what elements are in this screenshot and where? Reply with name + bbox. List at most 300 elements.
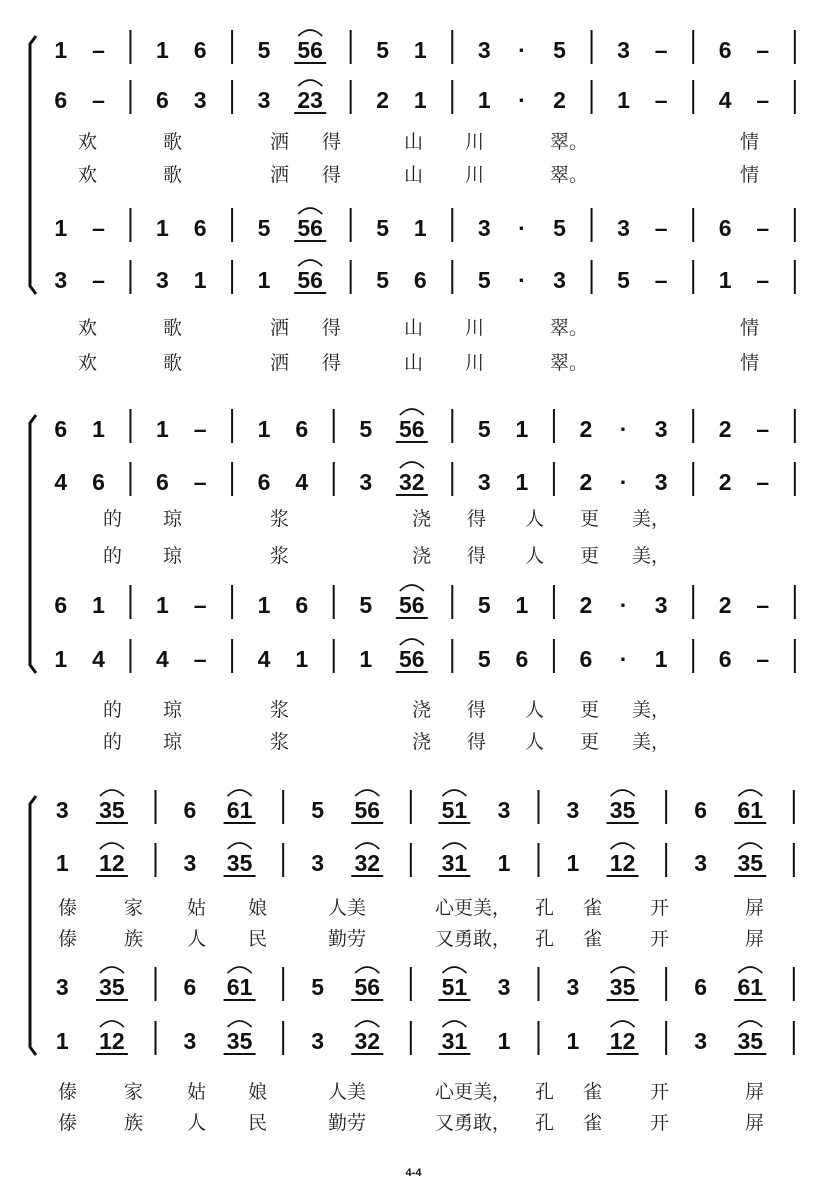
- slur: [442, 1021, 466, 1027]
- note: –: [92, 37, 105, 63]
- note: 4: [295, 469, 309, 495]
- note: 5: [311, 974, 324, 1000]
- slur: [100, 790, 124, 796]
- note: 32: [354, 850, 381, 876]
- lyric-syllable: 人: [525, 699, 545, 721]
- note: 61: [226, 974, 253, 1000]
- note: 3: [617, 215, 630, 241]
- note: 56: [297, 267, 323, 293]
- note: 3: [477, 37, 491, 63]
- lyric-syllable: 欢: [78, 164, 98, 186]
- note: 6: [718, 215, 732, 241]
- note: 2: [579, 416, 593, 442]
- note: 35: [99, 974, 125, 1000]
- note: 2: [376, 87, 390, 113]
- note: 5: [553, 215, 566, 241]
- note: 6: [156, 469, 169, 495]
- note: 32: [354, 1028, 381, 1054]
- lyric-syllable: 美，: [632, 731, 671, 753]
- note: 3: [477, 469, 491, 495]
- note: 1: [515, 469, 529, 495]
- note: 2: [718, 592, 732, 618]
- system-brace: [30, 36, 36, 294]
- note: 2: [579, 469, 593, 495]
- lyric-syllable: 雀: [583, 897, 603, 919]
- lyric-syllable: 家: [124, 1081, 144, 1103]
- lyric-syllable: 得: [322, 164, 342, 186]
- note: 6: [718, 37, 732, 63]
- lyric-syllable: 娘: [248, 1081, 268, 1103]
- lyric-syllable: 浆: [270, 699, 290, 721]
- slur: [738, 1021, 762, 1027]
- note: 6: [183, 797, 197, 823]
- lyric-syllable: 浇: [412, 699, 432, 721]
- note: –: [756, 646, 770, 672]
- note: 3: [54, 267, 68, 293]
- lyric-syllable: 洒: [270, 352, 290, 374]
- note: 31: [441, 850, 468, 876]
- slur: [738, 843, 762, 849]
- lyric-syllable: 屏: [745, 1081, 765, 1103]
- lyric-syllable: 家: [124, 897, 144, 919]
- slur: [738, 967, 762, 973]
- slur: [228, 1021, 252, 1027]
- note: ·: [619, 469, 628, 495]
- note: 31: [441, 1028, 468, 1054]
- lyric-syllable: 山: [404, 164, 424, 186]
- lyric-syllable: 又勇敢，: [435, 928, 512, 950]
- lyric-syllable: 欢: [78, 131, 98, 153]
- note: 5: [359, 592, 373, 618]
- note: 6: [295, 416, 309, 442]
- note: 3: [183, 1028, 197, 1054]
- slur: [298, 30, 322, 36]
- lyric-syllable: 翠。: [550, 131, 589, 153]
- lyric-syllable: 琼: [163, 731, 183, 753]
- lyric-syllable: 开: [650, 897, 670, 919]
- note: 56: [297, 215, 323, 241]
- note: 61: [226, 797, 253, 823]
- slur: [228, 843, 252, 849]
- note: –: [654, 215, 668, 241]
- lyric-syllable: 川: [465, 164, 485, 186]
- note: –: [654, 87, 668, 113]
- note: –: [756, 37, 770, 63]
- slur: [442, 843, 466, 849]
- note: –: [92, 267, 105, 293]
- note: –: [92, 87, 105, 113]
- note: 6: [694, 974, 707, 1000]
- note: –: [193, 592, 207, 618]
- note: 1: [92, 416, 105, 442]
- note: 35: [737, 1028, 764, 1054]
- lyric-syllable: 勤劳: [328, 1112, 367, 1134]
- note: 5: [311, 797, 324, 823]
- lyric-syllable: 得: [467, 699, 487, 721]
- note: 6: [579, 646, 593, 672]
- lyric-syllable: 孔: [535, 1112, 555, 1134]
- slur: [442, 790, 466, 796]
- note: 2: [579, 592, 593, 618]
- note: 4: [92, 646, 105, 672]
- lyric-syllable: 又勇敢，: [435, 1112, 512, 1134]
- note: 1: [54, 215, 68, 241]
- lyric-syllable: 翠。: [550, 352, 589, 374]
- lyric-syllable: 山: [404, 317, 424, 339]
- note: 1: [566, 1028, 580, 1054]
- note: 1: [257, 267, 271, 293]
- note: 5: [477, 267, 491, 293]
- note: 3: [359, 469, 373, 495]
- note: 3: [553, 267, 566, 293]
- note: 12: [609, 1028, 636, 1054]
- lyric-syllable: 雀: [583, 1081, 603, 1103]
- lyric-syllable: 人: [525, 545, 545, 567]
- note: 3: [654, 416, 668, 442]
- note: ·: [518, 87, 526, 113]
- note: 2: [718, 469, 732, 495]
- note: 1: [566, 850, 580, 876]
- lyric-syllable: 欢: [78, 317, 98, 339]
- lyric-syllable: 傣: [58, 1081, 78, 1103]
- note: 1: [257, 592, 271, 618]
- lyric-syllable: 得: [322, 352, 342, 374]
- note: 3: [617, 37, 630, 63]
- note: 1: [156, 592, 169, 618]
- note: 1: [497, 850, 511, 876]
- note: 6: [295, 592, 309, 618]
- lyric-syllable: 川: [465, 317, 485, 339]
- note: 23: [297, 87, 323, 113]
- note: 5: [477, 646, 491, 672]
- lyric-syllable: 心更美，: [435, 1081, 512, 1103]
- lyric-syllable: 孔: [535, 897, 555, 919]
- lyric-syllable: 翠。: [550, 164, 589, 186]
- note: –: [193, 469, 207, 495]
- note: 1: [413, 37, 427, 63]
- lyric-syllable: 情: [740, 352, 760, 374]
- note: 3: [694, 850, 707, 876]
- slur: [100, 1021, 124, 1027]
- lyric-syllable: 傣: [58, 928, 78, 950]
- note: 3: [654, 469, 668, 495]
- slur: [611, 790, 635, 796]
- note: 56: [399, 592, 425, 618]
- lyric-syllable: 得: [322, 317, 342, 339]
- lyric-syllable: 欢: [78, 352, 98, 374]
- lyric-syllable: 情: [740, 131, 760, 153]
- lyric-syllable: 人: [525, 508, 545, 530]
- note: 56: [354, 797, 381, 823]
- lyric-syllable: 琼: [163, 699, 183, 721]
- lyric-syllable: 人: [525, 731, 545, 753]
- note: 5: [477, 416, 491, 442]
- note: 6: [193, 37, 207, 63]
- lyric-syllable: 姑: [187, 1081, 207, 1103]
- note: 6: [92, 469, 105, 495]
- note: 35: [226, 1028, 253, 1054]
- note: 56: [297, 37, 323, 63]
- lyric-syllable: 美，: [632, 545, 671, 567]
- lyric-syllable: 翠。: [550, 317, 589, 339]
- lyric-syllable: 歌: [163, 131, 183, 153]
- note: 3: [311, 850, 324, 876]
- note: –: [756, 592, 770, 618]
- lyric-syllable: 浇: [412, 545, 432, 567]
- slur: [100, 843, 124, 849]
- note: 5: [553, 37, 566, 63]
- lyric-syllable: 姑: [187, 897, 207, 919]
- note: 5: [617, 267, 630, 293]
- note: 35: [226, 850, 253, 876]
- note: 6: [156, 87, 169, 113]
- lyric-syllable: 浆: [270, 731, 290, 753]
- slur: [355, 967, 379, 973]
- system-brace: [30, 796, 36, 1055]
- slur: [611, 843, 635, 849]
- note: 12: [609, 850, 636, 876]
- system-braces: [30, 36, 36, 1055]
- lyric-syllable: 人美: [328, 897, 367, 919]
- note: 6: [183, 974, 197, 1000]
- note: 1: [193, 267, 207, 293]
- note: 1: [477, 87, 491, 113]
- note: 35: [609, 974, 636, 1000]
- lyric-syllable: 民: [248, 1112, 268, 1134]
- lyric-syllable: 歌: [163, 352, 183, 374]
- note: 3: [497, 974, 511, 1000]
- note: 6: [694, 797, 707, 823]
- lyric-syllable: 人: [187, 928, 207, 950]
- lyric-syllable: 傣: [58, 1112, 78, 1134]
- note: 5: [477, 592, 491, 618]
- lyric-syllable: 洒: [270, 131, 290, 153]
- lyric-syllable: 得: [467, 508, 487, 530]
- slur: [100, 967, 124, 973]
- note: 6: [257, 469, 271, 495]
- lyric-syllable: 歌: [163, 164, 183, 186]
- slur: [442, 967, 466, 973]
- system-brace: [30, 415, 36, 673]
- lyric-syllable: 更: [580, 545, 600, 567]
- note: 1: [413, 215, 427, 241]
- note: 2: [718, 416, 732, 442]
- note: 1: [55, 850, 69, 876]
- note: 5: [257, 215, 271, 241]
- note: 6: [193, 215, 207, 241]
- note: 4: [54, 469, 68, 495]
- note: –: [92, 215, 105, 241]
- note: –: [654, 267, 668, 293]
- note: 3: [156, 267, 169, 293]
- note: 35: [737, 850, 764, 876]
- lyric-syllable: 浇: [412, 508, 432, 530]
- slur: [611, 967, 635, 973]
- note: 5: [376, 267, 390, 293]
- lyric-syllable: 屏: [745, 1112, 765, 1134]
- lyric-syllable: 更: [580, 508, 600, 530]
- note: 1: [515, 592, 529, 618]
- note: 3: [566, 974, 580, 1000]
- lyric-syllable: 娘: [248, 897, 268, 919]
- note: 1: [156, 416, 169, 442]
- note: 2: [553, 87, 566, 113]
- lyric-syllable: 开: [650, 928, 670, 950]
- lyric-syllable: 心更美，: [435, 897, 512, 919]
- lyric-syllable: 歌: [163, 317, 183, 339]
- lyric-syllable: 洒: [270, 164, 290, 186]
- lyric-syllable: 屏: [745, 928, 765, 950]
- slur: [400, 462, 424, 468]
- note: 1: [515, 416, 529, 442]
- lyric-syllable: 人美: [328, 1081, 367, 1103]
- note: 1: [617, 87, 630, 113]
- note: 6: [718, 646, 732, 672]
- note: –: [756, 416, 770, 442]
- lyric-syllable: 洒: [270, 317, 290, 339]
- note: 5: [376, 37, 390, 63]
- note: 4: [257, 646, 271, 672]
- lyric-syllable: 美，: [632, 508, 671, 530]
- lyric-syllable: 浇: [412, 731, 432, 753]
- lyric-syllable: 的: [103, 699, 123, 721]
- note: 3: [55, 974, 69, 1000]
- lyric-syllable: 孔: [535, 928, 555, 950]
- page-number: 4-4: [405, 1167, 422, 1179]
- slur: [298, 208, 322, 214]
- note: 6: [413, 267, 427, 293]
- note: 1: [718, 267, 732, 293]
- note: 3: [193, 87, 207, 113]
- note: 61: [737, 974, 764, 1000]
- lyric-syllable: 琼: [163, 545, 183, 567]
- note: ·: [619, 592, 628, 618]
- lyric-syllable: 勤劳: [328, 928, 367, 950]
- note: 61: [737, 797, 764, 823]
- lyric-syllable: 川: [465, 131, 485, 153]
- lyric-syllable: 山: [404, 352, 424, 374]
- note: 1: [359, 646, 373, 672]
- lyric-syllable: 山: [404, 131, 424, 153]
- note: ·: [619, 416, 628, 442]
- note: –: [193, 416, 207, 442]
- lyric-syllable: 人: [187, 1112, 207, 1134]
- slur: [355, 843, 379, 849]
- slur: [228, 967, 252, 973]
- lyric-syllable: 开: [650, 1081, 670, 1103]
- slur: [298, 80, 322, 86]
- note: 5: [376, 215, 390, 241]
- note: ·: [518, 267, 526, 293]
- note: 1: [654, 646, 668, 672]
- lyric-syllable: 更: [580, 731, 600, 753]
- note: 1: [413, 87, 427, 113]
- note: 12: [99, 1028, 125, 1054]
- note: 5: [257, 37, 271, 63]
- note: 32: [399, 469, 425, 495]
- note: 6: [54, 592, 68, 618]
- lyric-syllable: 族: [124, 928, 144, 950]
- slur: [738, 790, 762, 796]
- note: ·: [619, 646, 628, 672]
- note: –: [756, 87, 770, 113]
- lyric-syllable: 浆: [270, 545, 290, 567]
- lyric-syllable: 情: [740, 164, 760, 186]
- note: 1: [55, 1028, 69, 1054]
- lyric-syllable: 雀: [583, 1112, 603, 1134]
- note: –: [756, 267, 770, 293]
- lyric-syllable: 民: [248, 928, 268, 950]
- note: 5: [359, 416, 373, 442]
- note: 3: [183, 850, 197, 876]
- lyric-syllable: 琼: [163, 508, 183, 530]
- note: 1: [92, 592, 105, 618]
- lyric-syllable: 傣: [58, 897, 78, 919]
- note: 3: [477, 215, 491, 241]
- note: –: [756, 215, 770, 241]
- note: 3: [55, 797, 69, 823]
- note: 3: [694, 1028, 707, 1054]
- note: 3: [257, 87, 271, 113]
- slur: [355, 1021, 379, 1027]
- note: –: [756, 469, 770, 495]
- note: ·: [518, 37, 526, 63]
- slur: [400, 409, 424, 415]
- lyric-syllable: 美，: [632, 699, 671, 721]
- lyric-syllable: 浆: [270, 508, 290, 530]
- lyric-syllable: 族: [124, 1112, 144, 1134]
- slur: [228, 790, 252, 796]
- note: 4: [718, 87, 732, 113]
- note: 3: [311, 1028, 324, 1054]
- slur: [400, 639, 424, 645]
- note: 1: [497, 1028, 511, 1054]
- note: 56: [354, 974, 381, 1000]
- lyric-syllable: 得: [467, 545, 487, 567]
- note: 3: [654, 592, 668, 618]
- note: 1: [54, 646, 68, 672]
- note: 1: [54, 37, 68, 63]
- note: 4: [156, 646, 169, 672]
- lyric-syllable: 得: [322, 131, 342, 153]
- lyric-syllable: 孔: [535, 1081, 555, 1103]
- note: 6: [54, 416, 68, 442]
- note: 6: [54, 87, 68, 113]
- note: 12: [99, 850, 125, 876]
- lyric-syllable: 的: [103, 545, 123, 567]
- note: –: [654, 37, 668, 63]
- lyric-syllable: 得: [467, 731, 487, 753]
- note: 6: [515, 646, 529, 672]
- lyric-syllable: 的: [103, 508, 123, 530]
- note: 56: [399, 646, 425, 672]
- lyric-syllable: 更: [580, 699, 600, 721]
- lyric-syllable: 雀: [583, 928, 603, 950]
- note: 1: [156, 37, 169, 63]
- lyric-syllable: 开: [650, 1112, 670, 1134]
- slur: [298, 260, 322, 266]
- note: 51: [441, 974, 468, 1000]
- note: ·: [518, 215, 526, 241]
- note: 1: [156, 215, 169, 241]
- slur: [400, 585, 424, 591]
- note: 3: [566, 797, 580, 823]
- slur: [355, 790, 379, 796]
- note: 3: [497, 797, 511, 823]
- lyric-syllable: 情: [740, 317, 760, 339]
- lyric-syllable: 的: [103, 731, 123, 753]
- note: 56: [399, 416, 425, 442]
